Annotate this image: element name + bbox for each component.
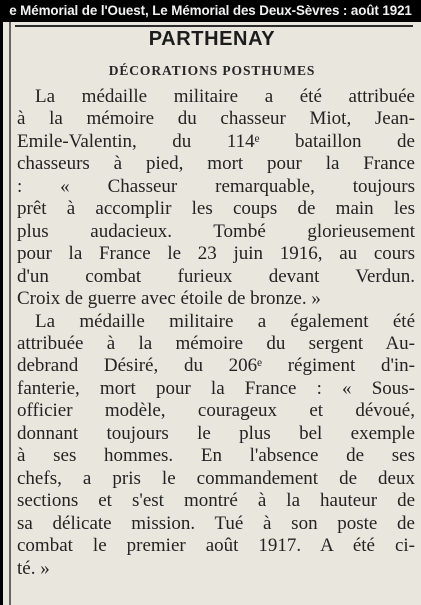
text-line: La médaille militaire a également été [35,310,415,332]
text-line: té. » [17,557,50,579]
text-line: à ses hommes. En l'absence de ses [17,445,415,467]
text-line: combat le premier août 1917. A été ci- [17,535,415,557]
newspaper-clipping [3,22,421,605]
text-line: La médaille militaire a été attribuée [35,86,415,107]
text-line: sections et s'est montré à la hauteur de [17,490,415,512]
text-line: prêt à accomplir les coups de main les [17,198,415,220]
text-line: sa délicate mission. Tué à son poste de [17,512,415,534]
text-line: attribuée à la mémoire du sergent Au- [17,332,415,354]
text-line: plus audacieux. Tombé glorieusement [17,220,415,242]
text-line: fanterie, mort pour la France : « Sous- [17,377,415,399]
text-line: : « Chasseur remarquable, toujours [17,175,415,197]
text-line: donnant toujours le plus bel exemple [17,422,415,444]
text-line: d'un combat furieux devant Verdun. [17,265,415,287]
text-line: chefs, a pris le commandement de deux [17,467,415,489]
text-line: debrand Désiré, du 206ᵉ régiment d'in- [17,355,415,377]
subhead: DÉCORATIONS POSTHUMES [108,63,316,78]
top-rule [15,25,413,27]
text-line: Emile-Valentin, du 114ᵉ bataillon de [17,130,415,152]
text-line: à la mémoire du chasseur Miot, Jean- [17,108,415,130]
headline: PARTHENAY [148,28,276,50]
text-line: pour la France le 23 juin 1916, au cours [17,243,415,265]
source-caption: e Mémorial de l'Ouest, Le Mémorial des Deux-Sèvres : août 1921 [0,0,421,22]
column-rule [9,22,11,605]
text-line: officier modèle, courageux et dévoué, [17,400,415,422]
paragraph-1 [17,86,415,311]
text-line: Croix de guerre avec étoile de bronze. » [17,288,321,310]
article-body [17,86,415,580]
text-line: chasseurs à pied, mort pour la France [17,153,415,175]
paragraph-2 [17,311,415,580]
